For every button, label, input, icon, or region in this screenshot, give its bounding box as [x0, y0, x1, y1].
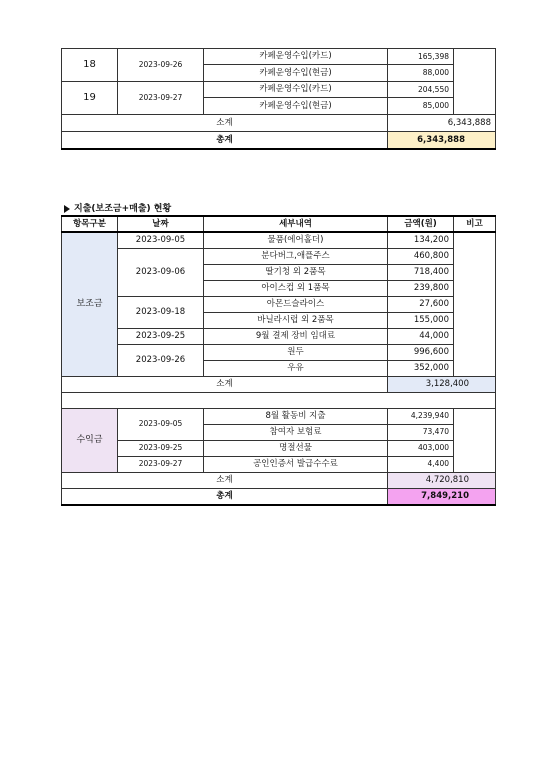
- total-amount: 6,343,888: [388, 132, 496, 149]
- row-desc: 분다버그,애플주스: [204, 248, 388, 264]
- row-desc: 원두: [204, 344, 388, 360]
- header-date: 날짜: [118, 216, 204, 232]
- triangle-bullet-icon: [64, 205, 70, 213]
- total-label: 총계: [62, 132, 388, 149]
- category-subsidy: 보조금: [62, 232, 118, 376]
- subtotal-label: 소계: [62, 376, 388, 392]
- row-date: 2023-09-25: [118, 328, 204, 344]
- row-desc: 카페운영수입(현금): [204, 65, 388, 82]
- row-date: 2023-09-18: [118, 296, 204, 328]
- section-title: 지출(보조금+매출) 현황: [64, 201, 171, 214]
- row-desc: 아이스컵 외 1품목: [204, 280, 388, 296]
- row-amount: 88,000: [388, 65, 454, 82]
- row-amount: 403,000: [388, 440, 454, 456]
- row-number: 19: [62, 82, 118, 115]
- row-desc: 바닐라시럽 외 2품목: [204, 312, 388, 328]
- row-date: 2023-09-27: [118, 456, 204, 472]
- row-desc: 9월 결제 장비 임대료: [204, 328, 388, 344]
- row-desc: 공인인증서 발급수수료: [204, 456, 388, 472]
- row-number: 18: [62, 49, 118, 82]
- row-amount: 73,470: [388, 424, 454, 440]
- row-desc: 참여자 보험료: [204, 424, 388, 440]
- row-amount: 352,000: [388, 360, 454, 376]
- row-amount: 239,800: [388, 280, 454, 296]
- row-desc: 8월 활동비 지출: [204, 408, 388, 424]
- subtotal-amount: 4,720,810: [388, 472, 496, 488]
- row-date: 2023-09-27: [118, 82, 204, 115]
- expense-table: [61, 215, 496, 506]
- row-date: 2023-09-25: [118, 440, 204, 456]
- row-amount: 85,000: [388, 98, 454, 115]
- note-cell: [454, 49, 496, 115]
- row-desc: 물품(에어홀더): [204, 232, 388, 248]
- row-amount: 165,398: [388, 49, 454, 65]
- income-table: [61, 48, 496, 150]
- row-amount: 4,400: [388, 456, 454, 472]
- subtotal-amount: 6,343,888: [388, 115, 496, 132]
- row-desc: 아몬드슬라이스: [204, 296, 388, 312]
- row-amount: 996,600: [388, 344, 454, 360]
- total-amount: 7,849,210: [388, 488, 496, 505]
- row-amount: 27,600: [388, 296, 454, 312]
- row-amount: 204,550: [388, 82, 454, 98]
- row-amount: 134,200: [388, 232, 454, 248]
- subtotal-label: 소계: [62, 115, 388, 132]
- subtotal-amount: 3,128,400: [388, 376, 496, 392]
- row-amount: 460,800: [388, 248, 454, 264]
- header-amount: 금액(원): [388, 216, 454, 232]
- row-date: 2023-09-05: [118, 408, 204, 440]
- row-date: 2023-09-26: [118, 49, 204, 82]
- spacer-row: [62, 392, 496, 408]
- row-date: 2023-09-26: [118, 344, 204, 376]
- row-date: 2023-09-06: [118, 248, 204, 296]
- row-desc: 카페운영수입(카드): [204, 49, 388, 65]
- row-amount: 44,000: [388, 328, 454, 344]
- row-desc: 카페운영수입(현금): [204, 98, 388, 115]
- total-label: 총계: [62, 488, 388, 505]
- header-note: 비고: [454, 216, 496, 232]
- row-desc: 카페운영수입(카드): [204, 82, 388, 98]
- header-category: 항목구분: [62, 216, 118, 232]
- note-cell: [454, 408, 496, 472]
- row-date: 2023-09-05: [118, 232, 204, 248]
- note-cell: [454, 232, 496, 376]
- row-amount: 155,000: [388, 312, 454, 328]
- row-desc: 우유: [204, 360, 388, 376]
- subtotal-label: 소계: [62, 472, 388, 488]
- row-amount: 4,239,940: [388, 408, 454, 424]
- header-detail: 세부내역: [204, 216, 388, 232]
- row-amount: 718,400: [388, 264, 454, 280]
- category-revenue: 수익금: [62, 408, 118, 472]
- row-desc: 딸기청 외 2품목: [204, 264, 388, 280]
- row-desc: 명절선물: [204, 440, 388, 456]
